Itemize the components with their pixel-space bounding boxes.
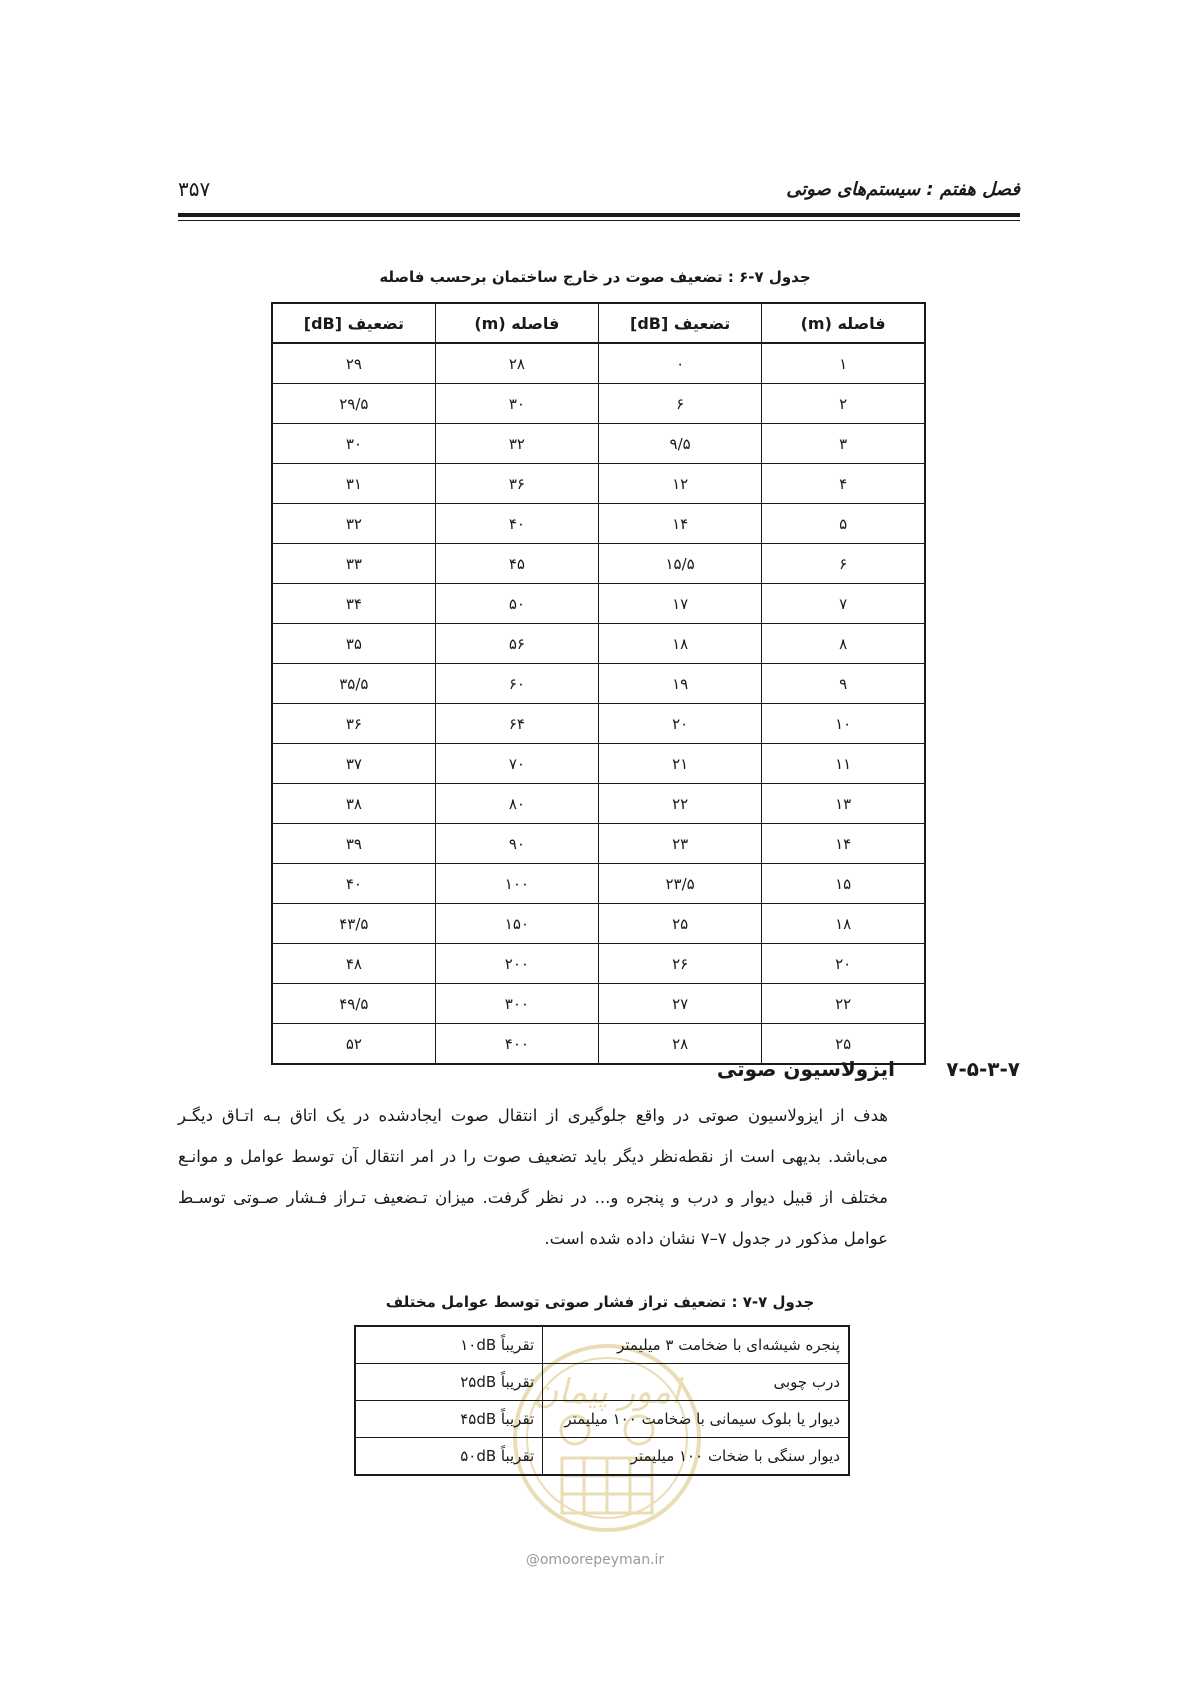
- attenuation-value-cell: تقریباً ۱۰dB: [355, 1326, 543, 1364]
- table-row: [272, 944, 925, 984]
- table-cell: ۳۶: [435, 464, 598, 504]
- table-cell: ۵۶: [435, 624, 598, 664]
- chapter-title: فصل هفتم : سیستم‌های صوتی: [786, 179, 1020, 200]
- table-cell: ۲: [762, 384, 925, 424]
- table-row: [272, 824, 925, 864]
- table-cell: ۲۳: [599, 824, 762, 864]
- watermark-site: [0, 1552, 1190, 1568]
- table-cell: ۱۸: [762, 904, 925, 944]
- table-cell: ۲۰: [599, 704, 762, 744]
- table-cell: ۷: [762, 584, 925, 624]
- table-cell: ۳۴: [272, 584, 435, 624]
- table-cell: ۳۸: [272, 784, 435, 824]
- table-cell: ۳۵/۵: [272, 664, 435, 704]
- table-cell: ۴: [762, 464, 925, 504]
- table-cell: ۲۸: [435, 343, 598, 384]
- table-row: [272, 464, 925, 504]
- table-cell: ۳۲: [435, 424, 598, 464]
- table-cell: ۱۳: [762, 784, 925, 824]
- watermark-logo-text: امور پیمان: [533, 1372, 681, 1412]
- table-row: [272, 504, 925, 544]
- table-cell: ۱۱: [762, 744, 925, 784]
- table-cell: ۳۲: [272, 504, 435, 544]
- table-cell: ۶۴: [435, 704, 598, 744]
- table-cell: ۲۷: [599, 984, 762, 1024]
- table-cell: ۲۵: [762, 1024, 925, 1065]
- table-row: [272, 864, 925, 904]
- table-cell: ۳۷: [272, 744, 435, 784]
- table-row: [272, 984, 925, 1024]
- factor-name-cell: درب چوبی: [543, 1364, 849, 1401]
- table-cell: ۹: [762, 664, 925, 704]
- table-cell: ۱۰: [762, 704, 925, 744]
- column-header: تضعیف [dB]: [272, 303, 435, 343]
- table-cell: ۶: [599, 384, 762, 424]
- table-cell: ۸۰: [435, 784, 598, 824]
- table-cell: ۴۵: [435, 544, 598, 584]
- table-cell: ۳۶: [272, 704, 435, 744]
- table2-body: [355, 1326, 849, 1475]
- table-cell: ۵۰: [435, 584, 598, 624]
- table-cell: ۴۰: [435, 504, 598, 544]
- header-rule-thick: [178, 213, 1020, 217]
- factor-name-cell: دیوار سنگی با ضخات ۱۰۰ میلیمتر: [543, 1438, 849, 1476]
- table-cell: ۵: [762, 504, 925, 544]
- table1-caption: جدول ۷-۶ : تضعیف صوت در خارج ساختمان برحسب فاصله: [379, 268, 811, 286]
- column-header: فاصله (m): [762, 303, 925, 343]
- table-cell: ۱۰۰: [435, 864, 598, 904]
- table-cell: ۳۰۰: [435, 984, 598, 1024]
- table-header-row: [272, 303, 925, 343]
- table-row: [272, 904, 925, 944]
- table-row: [272, 744, 925, 784]
- table-row: [272, 664, 925, 704]
- table-cell: ۶: [762, 544, 925, 584]
- table-cell: ۲۲: [762, 984, 925, 1024]
- table-cell: ۱۵۰: [435, 904, 598, 944]
- table-cell: ۳: [762, 424, 925, 464]
- table-row: [272, 544, 925, 584]
- page-number: ۳۵۷: [178, 177, 211, 201]
- column-header: فاصله (m): [435, 303, 598, 343]
- table-cell: ۳۵: [272, 624, 435, 664]
- table-cell: ۲۱: [599, 744, 762, 784]
- table-row: [355, 1438, 849, 1476]
- table-cell: ۱۵: [762, 864, 925, 904]
- table-row: [355, 1401, 849, 1438]
- column-header: تضعیف [dB]: [599, 303, 762, 343]
- table-cell: ۳۳: [272, 544, 435, 584]
- table-cell: ۷۰: [435, 744, 598, 784]
- table-cell: ۳۰: [272, 424, 435, 464]
- table-row: [272, 424, 925, 464]
- table-cell: ۴۰: [272, 864, 435, 904]
- table-row: [355, 1326, 849, 1364]
- table-cell: ۳۰: [435, 384, 598, 424]
- page-header: [178, 175, 1020, 207]
- table-row: [272, 704, 925, 744]
- table-cell: ۱۵/۵: [599, 544, 762, 584]
- table-cell: ۸: [762, 624, 925, 664]
- table-cell: ۴۸: [272, 944, 435, 984]
- table-cell: ۲۹/۵: [272, 384, 435, 424]
- table-cell: ۶۰: [435, 664, 598, 704]
- table-cell: ۲۶: [599, 944, 762, 984]
- table-cell: ۱۸: [599, 624, 762, 664]
- table-cell: ۲۰۰: [435, 944, 598, 984]
- table-cell: ۲۸: [599, 1024, 762, 1065]
- attenuation-value-cell: تقریباً ۲۵dB: [355, 1364, 543, 1401]
- table-row: [272, 384, 925, 424]
- table-cell: ۱: [762, 343, 925, 384]
- section-title: ایزولاسیون صوتی: [716, 1057, 895, 1081]
- body-paragraph: هدف از ایزولاسیون صوتی در واقع جلوگیری از انتقال صوت ایجادشده در یک اتاق بـه اتـاق دیگـر می‌باشد. بدیهی است از نقطه‌نظر دیگر باید تضعیف صوت را در امر انتقال آن توسط عوامل و موانـع مختلف از قبیل دیوار و درب و پنجره و... در نظر گرفت. میزان تـضعیف تـراز فـشار صـوتی توسـط عوامل مذکور در جدول ۷–۷ نشان داده شده است.: [178, 1106, 888, 1248]
- table-cell: ۴۰۰: [435, 1024, 598, 1065]
- table-row: [272, 784, 925, 824]
- watermark-site-text: omoorepeyman.ir: [539, 1552, 665, 1568]
- table-cell: ۰: [599, 343, 762, 384]
- table-row: [272, 343, 925, 384]
- table2-caption: جدول ۷-۷ : تضعیف تراز فشار صوتی توسط عوامل مختلف: [385, 1293, 815, 1311]
- table-cell: ۹/۵: [599, 424, 762, 464]
- attenuation-value-cell: تقریباً ۵۰dB: [355, 1438, 543, 1476]
- table-cell: ۱۲: [599, 464, 762, 504]
- table-cell: ۴۳/۵: [272, 904, 435, 944]
- factor-attenuation-table: [354, 1325, 850, 1476]
- table-cell: ۹۰: [435, 824, 598, 864]
- table-cell: ۲۵: [599, 904, 762, 944]
- table-cell: ۳۹: [272, 824, 435, 864]
- table-cell: ۲۲: [599, 784, 762, 824]
- section-number: ۷-۵-۳-۷: [946, 1057, 1020, 1081]
- table-cell: ۲۳/۵: [599, 864, 762, 904]
- section-heading: [178, 1055, 1020, 1091]
- table-cell: ۱۷: [599, 584, 762, 624]
- table-cell: ۵۲: [272, 1024, 435, 1065]
- table-row: [355, 1364, 849, 1401]
- table-cell: ۳۱: [272, 464, 435, 504]
- factor-name-cell: دیوار یا بلوک سیمانی با ضخامت ۱۰۰ میلیمتر: [543, 1401, 849, 1438]
- table-cell: ۲۹: [272, 343, 435, 384]
- attenuation-value-cell: تقریباً ۴۵dB: [355, 1401, 543, 1438]
- table-cell: ۱۴: [599, 504, 762, 544]
- table-row: [272, 624, 925, 664]
- at-icon: @: [525, 1552, 540, 1568]
- table-cell: ۱۹: [599, 664, 762, 704]
- header-rule-thin: [178, 220, 1020, 221]
- attenuation-distance-table: [271, 302, 926, 1065]
- factor-name-cell: پنجره شیشه‌ای با ضخامت ۳ میلیمتر: [543, 1326, 849, 1364]
- table-row: [272, 584, 925, 624]
- table1-body: [272, 343, 925, 1064]
- table-cell: ۱۴: [762, 824, 925, 864]
- table-cell: ۲۰: [762, 944, 925, 984]
- table-cell: ۴۹/۵: [272, 984, 435, 1024]
